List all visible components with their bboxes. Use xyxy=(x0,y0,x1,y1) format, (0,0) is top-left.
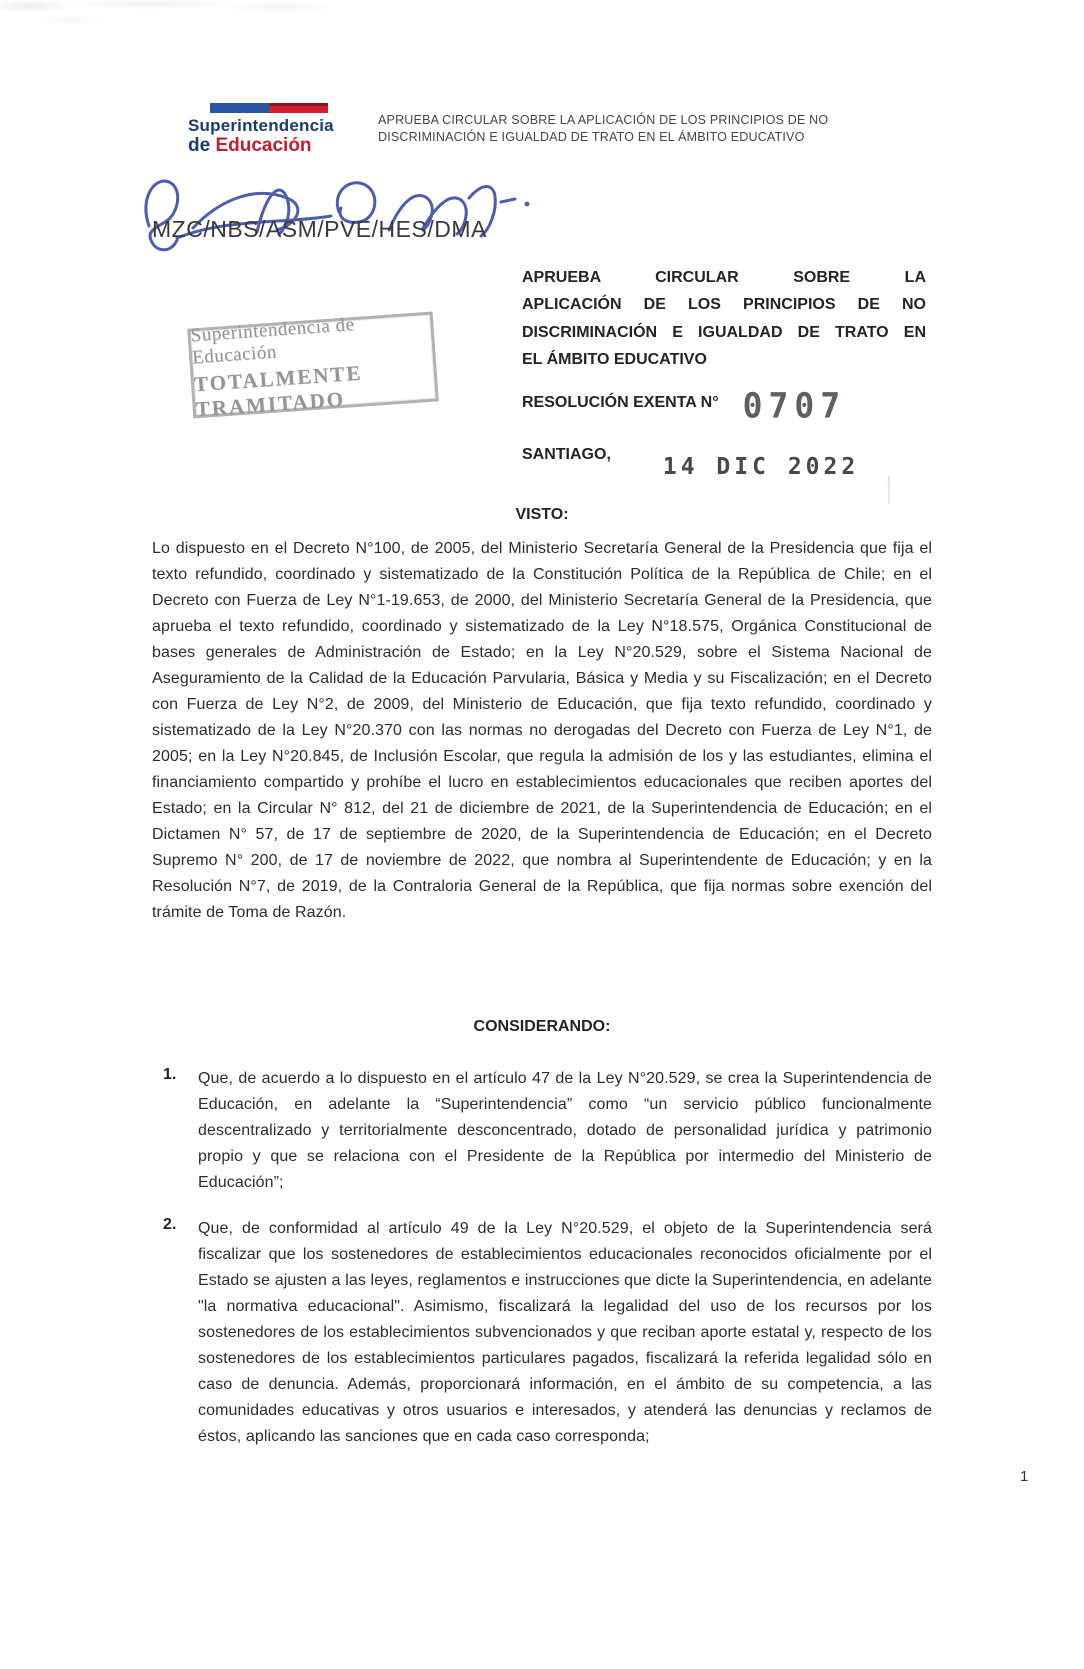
header-subject xyxy=(378,112,918,146)
flag-blue-segment xyxy=(210,103,269,113)
flag-red-segment xyxy=(269,103,328,113)
resolution-label: RESOLUCIÓN EXENTA N° xyxy=(522,394,719,411)
responsibility-initials: MZC/NBS/ASM/PVE/HES/DMA xyxy=(152,216,487,242)
resolution-title-line1: APRUEBA CIRCULAR SOBRE LA xyxy=(522,269,926,286)
item-text: Que, de acuerdo a lo dispuesto en el artículo 47 de la Ley N°20.529, se crea la Superintendencia de Educación, en adelante la “Superintendencia” como “un servicio público funcionalmente descentralizado y territorialmente desconcentrado, dotado de personalidad jurídica y patrimonio propio y que se relaciona con el Presidente de la República por intermedio del Ministerio de Educación”; xyxy=(198,1070,932,1191)
page-number: 1 xyxy=(1020,1468,1029,1485)
visto-heading: VISTO: xyxy=(515,506,569,523)
considerando-item-2 xyxy=(152,1216,932,1450)
resolution-title xyxy=(522,264,926,374)
visto-paragraph: Lo dispuesto en el Decreto N°100, de 2005, del Ministerio Secretaría General de la Presidencia que fija el texto refundido, coordinado y sistematizado de la Constitución Política de la República de Chile; en el Decreto con Fuerza de Ley N°1-19.653, de 2000, del Ministerio Secretaría General de la Presidencia, que aprueba el texto refundido, coordinado y sistematizado de la Ley N°18.575, Orgánica Constitucional de bases generales de Administración de Estado; en la Ley N°20.529, sobre el Sistema Nacional de Aseguramiento de la Calidad de la Educación Parvularia, Básica y Media y su Fiscalización; en el Decreto con Fuerza de Ley N°2, de 2009, del Ministerio de Educación, que fija texto refundido, coordinado y sistematizado de la Ley N°20.370 con las normas no derogadas del Decreto con Fuerza de Ley N°1, de 2005; en la Ley N°20.845, de Inclusión Escolar, que regula la admisión de los y las estudiantes, elimina el financiamiento compartido y prohíbe el lucro en establecimientos educacionales que reciben aportes del Estado; en la Circular N° 812, del 21 de diciembre de 2021, de la Superintendencia de Educación; en el Dictamen N° 57, de 17 de septiembre de 2020, de la Superintendencia de Educación; en el Decreto Supremo N° 200, de 17 de noviembre de 2022, que nombra al Superintendente de Educación; y en la Resolución N°7, de 2019, de la Contraloria General de la República, que fija normas sobre exención del trámite de Toma de Razón. xyxy=(152,540,932,921)
header-subject-line1: APRUEBA CIRCULAR SOBRE LA APLICACIÓN DE LOS PRINCIPIOS DE NO xyxy=(378,113,829,127)
resolution-title-line2: APLICACIÓN DE LOS PRINCIPIOS DE NO xyxy=(522,296,926,314)
superintendencia-logo xyxy=(188,103,358,157)
tramitado-stamp xyxy=(187,312,439,419)
resolution-title-line3: DISCRIMINACIÓN E IGUALDAD DE TRATO EN xyxy=(522,323,926,341)
date-stamp: 14 DIC 2022 xyxy=(662,454,860,480)
resolution-title-line4: EL ÁMBITO EDUCATIVO xyxy=(522,351,707,369)
stamp-line2: TOTALMENTE TRAMITADO xyxy=(193,360,364,421)
stamp-line1: Superintendencia de Educación xyxy=(189,313,356,368)
city-label: SANTIAGO, xyxy=(522,446,611,463)
header-subject-line2: DISCRIMINACIÓN E IGUALDAD DE TRATO EN EL ÁMBITO EDUCATIVO xyxy=(378,130,805,144)
item-number: 2. xyxy=(163,1216,177,1233)
scan-artifact-line xyxy=(888,476,890,504)
chile-flag-bar-icon xyxy=(210,103,328,113)
item-text: Que, de conformidad al artículo 49 de la Ley N°20.529, el objeto de la Superintendencia será fiscalizar que los sostenedores de establecimientos educacionales reconocidos oficialmente por el Estado se ajusten a las leyes, reglamentos e instrucciones que dicte la Superintendencia, en adelante "la normativa educacional". Asimismo, fiscalizará la legalidad del uso de los recursos por los sostenedores de los establecimientos subvencionados y que reciban aporte estatal y, respecto de los sostenedores de los establecimientos particulares pagados, fiscalizará la referida legalidad sólo en caso de denuncia. Además, proporcionará información, en el ámbito de su competencia, a las comunidades educativas y otros usuarios e interesados, y atenderá las denuncias y reclamos de éstos, aplicando las sanciones que en cada caso corresponda; xyxy=(198,1220,932,1445)
city-date-line xyxy=(522,446,860,480)
resolution-number-line xyxy=(522,386,846,425)
logo-text-de: de xyxy=(188,135,216,156)
resolution-number-stamp: 0707 xyxy=(742,384,847,427)
considerando-heading: CONSIDERANDO: xyxy=(473,1018,611,1035)
scan-artifact-top xyxy=(0,0,360,26)
logo-text-line1: Superintendencia xyxy=(188,116,334,135)
item-number: 1. xyxy=(163,1066,177,1083)
logo-text-educacion: Educación xyxy=(215,135,312,156)
logo-text-line2 xyxy=(188,135,358,157)
considerando-item-1 xyxy=(152,1066,932,1196)
